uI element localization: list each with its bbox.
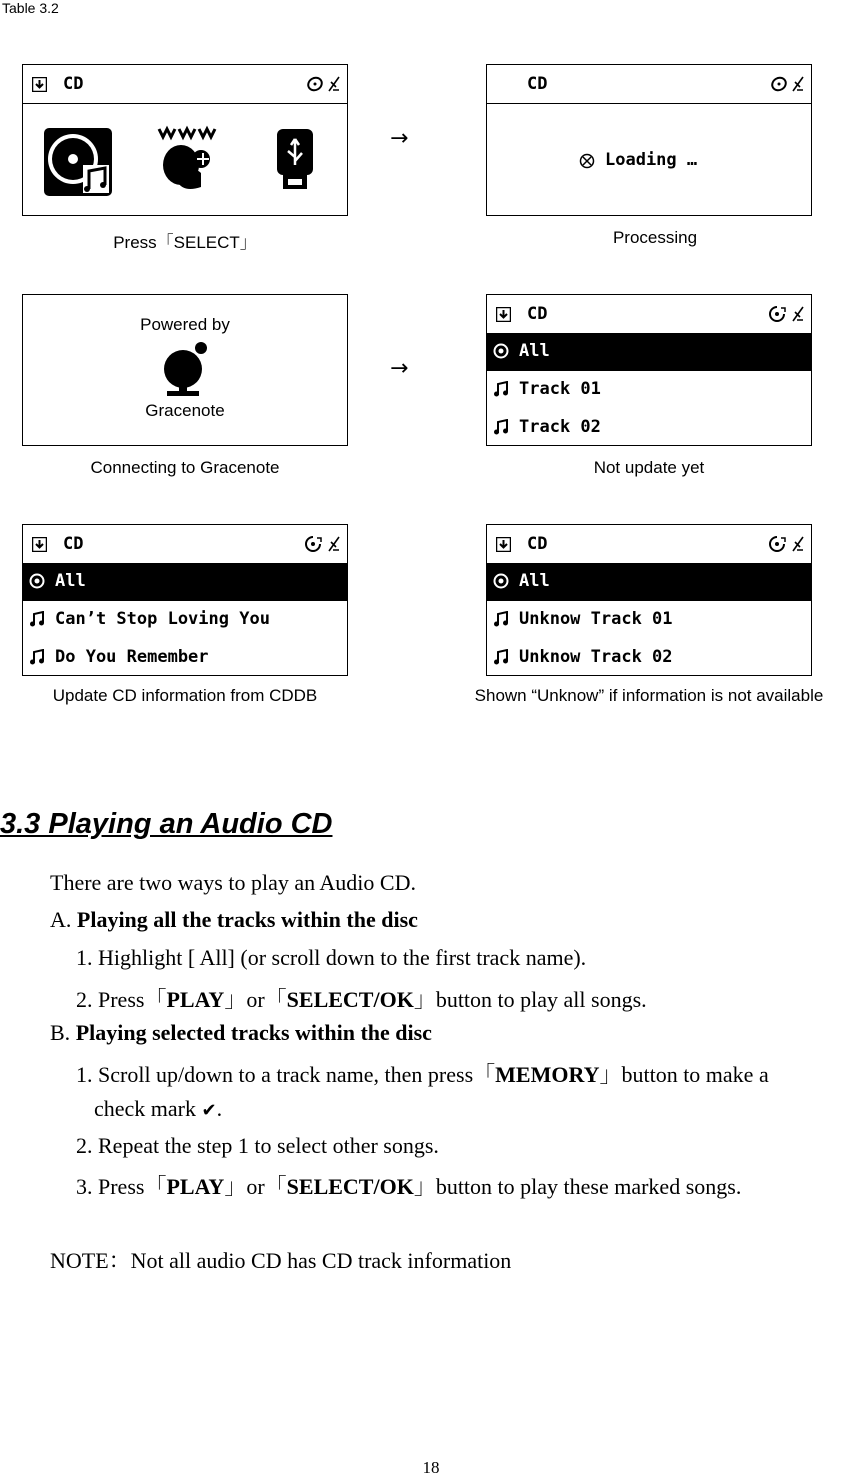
list-item-label: Do You Remember — [55, 647, 209, 667]
note-text: NOTE：Not all audio CD has CD track information — [50, 1248, 512, 1273]
internet-radio-icon[interactable] — [157, 125, 219, 195]
music-note-icon — [493, 611, 509, 627]
usb-icon[interactable] — [275, 127, 315, 191]
gracenote-brand: Gracenote — [145, 401, 225, 420]
list-item-label: Unknow Track 01 — [519, 609, 673, 629]
caption-update-cddb: Update CD information from CDDB — [52, 686, 318, 705]
method-a-step-1: 1. Highlight [ All] (or scroll down to the first track name). — [76, 945, 587, 970]
table-label: Table 3.2 — [2, 0, 59, 16]
method-b-step-1: 1. Scroll up/down to a track name, then press「MEMORY」button to make a — [76, 1062, 769, 1087]
arrow-icon: → — [390, 126, 409, 151]
method-b-step-2: 2. Repeat the step 1 to select other songs. — [76, 1133, 439, 1158]
caption-unknow: Shown “Unknow” if information is not available — [474, 686, 824, 705]
powered-by-text: Powered by — [140, 315, 230, 334]
screen-main-menu — [22, 64, 348, 216]
music-note-icon — [493, 381, 509, 397]
screen-title: CD — [527, 534, 548, 554]
list-item-label: Unknow Track 02 — [519, 647, 673, 667]
download-icon — [32, 537, 47, 552]
list-item-all[interactable] — [487, 333, 811, 371]
disc-icon — [493, 573, 509, 589]
disc-icon — [29, 573, 45, 589]
screen-header — [23, 65, 347, 104]
disc-playing-icon — [767, 534, 807, 554]
caption-not-update: Not update yet — [593, 458, 705, 477]
screen-header — [23, 525, 347, 564]
disc-icon — [493, 343, 509, 359]
list-item-label: All — [55, 571, 86, 591]
music-note-icon — [493, 649, 509, 665]
method-b-step-1-cont: check mark ✔. — [94, 1096, 223, 1121]
method-b-heading: B. Playing selected tracks within the disc — [50, 1020, 432, 1045]
disc-status-icon — [767, 74, 807, 94]
download-icon — [496, 537, 511, 552]
checkmark-icon: ✔ — [201, 1100, 217, 1121]
screen-header — [487, 65, 811, 104]
caption-processing: Processing — [612, 228, 698, 247]
cd-music-icon[interactable] — [43, 127, 113, 197]
music-note-icon — [29, 649, 45, 665]
screen-header — [487, 295, 811, 334]
screen-title: CD — [63, 74, 84, 94]
loading-text: Loading … — [605, 150, 698, 170]
arrow-icon: → — [390, 356, 409, 381]
list-item-all[interactable] — [487, 563, 811, 601]
method-b-step-3: 3. Press「PLAY」or「SELECT/OK」button to play these marked songs. — [76, 1174, 742, 1199]
screen-track-list-unknown — [486, 524, 812, 676]
disc-playing-icon — [303, 534, 343, 554]
method-a-step-2: 2. Press「PLAY」or「SELECT/OK」button to play all songs. — [76, 987, 647, 1012]
gracenote-logo-icon — [159, 339, 213, 401]
screen-track-list-cddb — [22, 524, 348, 676]
list-item-label: Track 01 — [519, 379, 601, 399]
intro-text: There are two ways to play an Audio CD. — [50, 870, 416, 895]
download-icon — [32, 77, 47, 92]
method-a-heading: A. Playing all the tracks within the disc — [50, 907, 418, 932]
loading-spinner-icon — [579, 153, 595, 169]
screen-title: CD — [527, 304, 548, 324]
list-item-label: All — [519, 571, 550, 591]
section-title: 3.3 Playing an Audio CD — [0, 808, 333, 840]
list-item[interactable] — [487, 409, 811, 446]
screen-header — [487, 525, 811, 564]
screen-gracenote — [22, 294, 348, 446]
download-icon — [496, 307, 511, 322]
caption-connecting: Connecting to Gracenote — [90, 458, 280, 477]
disc-playing-icon — [767, 304, 807, 324]
disc-status-icon — [303, 74, 343, 94]
page-number: 18 — [422, 1458, 440, 1477]
list-item-label: Can’t Stop Loving You — [55, 609, 270, 629]
screen-loading — [486, 64, 812, 216]
list-item-label: Track 02 — [519, 417, 601, 437]
list-item-label: All — [519, 341, 550, 361]
music-note-icon — [29, 611, 45, 627]
music-note-icon — [493, 419, 509, 435]
screen-title: CD — [63, 534, 84, 554]
caption-press-select: Press「SELECT」 — [113, 233, 257, 252]
list-item-all[interactable] — [23, 563, 347, 601]
list-item[interactable] — [487, 601, 811, 639]
list-item[interactable] — [487, 371, 811, 409]
list-item[interactable] — [23, 601, 347, 639]
screen-track-list-default — [486, 294, 812, 446]
list-item[interactable] — [487, 639, 811, 676]
list-item[interactable] — [23, 639, 347, 676]
screen-title: CD — [527, 74, 548, 94]
